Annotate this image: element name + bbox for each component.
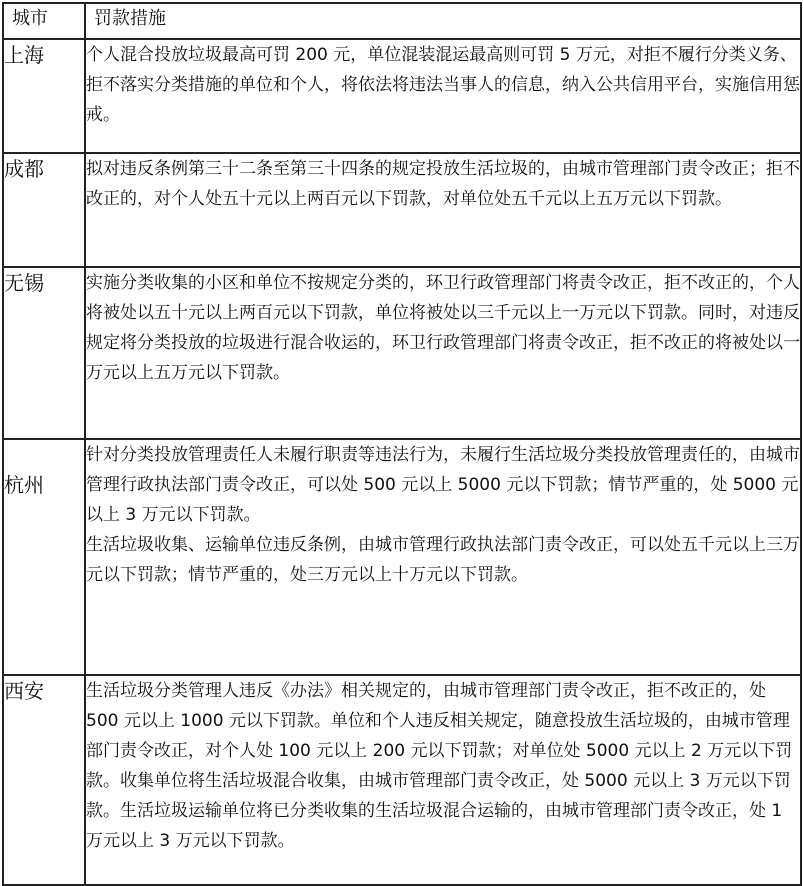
city-cell: 无锡: [3, 267, 85, 439]
measures-cell: [85, 267, 801, 439]
measures-cell: [85, 153, 801, 267]
city-cell: 成都: [3, 153, 85, 267]
city-cell: 上海: [3, 39, 85, 153]
measure-paragraph: 生活垃圾分类管理人违反《办法》相关规定的，由城市管理部门责令改正，拒不改正的，处 500 元以上 1000 元以下罚款。单位和个人违反相关规定，随意投放生活垃圾的，由城市管理部门责令改正，对个人处 100 元以上 200 元以下罚款；对单位处 5000 元以上 2 万元以下罚款。收集单位将生活垃圾混合收集，由城市管理部门责令改正，处 5000 元以上 3 万元以下罚款。生活垃圾运输单位将已分类收集的生活垃圾混合运输的，由城市管理部门责令改正，处 1 万元以上 3 万元以下罚款。: [86, 681, 793, 851]
table-row: [3, 675, 801, 885]
measures-cell: [85, 39, 801, 153]
measure-paragraph: 生活垃圾收集、运输单位违反条例，由城市管理行政执法部门责令改正，可以处五千元以上三万元以下罚款；情节严重的，处三万元以上十万元以下罚款。: [86, 535, 800, 585]
table-row: [3, 439, 801, 675]
measures-cell: [85, 439, 801, 675]
penalty-table: [2, 2, 802, 886]
table-row: [3, 267, 801, 439]
table-row: [3, 153, 801, 267]
header-city: 城市: [3, 3, 85, 39]
measure-paragraph: 个人混合投放垃圾最高可罚 200 元，单位混装混运最高则可罚 5 万元，对拒不履行分类义务、拒不落实分类措施的单位和个人，将依法将违法当事人的信息，纳入公共信用平台，实施信用惩戒。: [86, 45, 800, 125]
table-header-row: [3, 3, 801, 39]
measure-paragraph: 实施分类收集的小区和单位不按规定分类的，环卫行政管理部门将责令改正，拒不改正的，个人将被处以五十元以上两百元以下罚款，单位将被处以三千元以上一万元以下罚款。同时，对违反规定将分类投放的垃圾进行混合收运的，环卫行政管理部门将责令改正，拒不改正的将被处以一万元以上五万元以下罚款。: [86, 273, 800, 383]
measures-cell: [85, 675, 801, 885]
city-cell: 西安: [3, 675, 85, 885]
city-cell: 杭州: [3, 439, 85, 675]
header-measures: 罚款措施: [85, 3, 801, 39]
measure-paragraph: 针对分类投放管理责任人未履行职责等违法行为，未履行生活垃圾分类投放管理责任的，由城市管理行政执法部门责令改正，可以处 500 元以上 5000 元以下罚款；情节严重的，处 5000 元以上 3 万元以下罚款。: [86, 445, 800, 525]
table-row: [3, 39, 801, 153]
measure-paragraph: 拟对违反条例第三十二条至第三十四条的规定投放生活垃圾的，由城市管理部门责令改正；拒不改正的，对个人处五十元以上两百元以下罚款，对单位处五千元以上五万元以下罚款。: [86, 159, 800, 209]
